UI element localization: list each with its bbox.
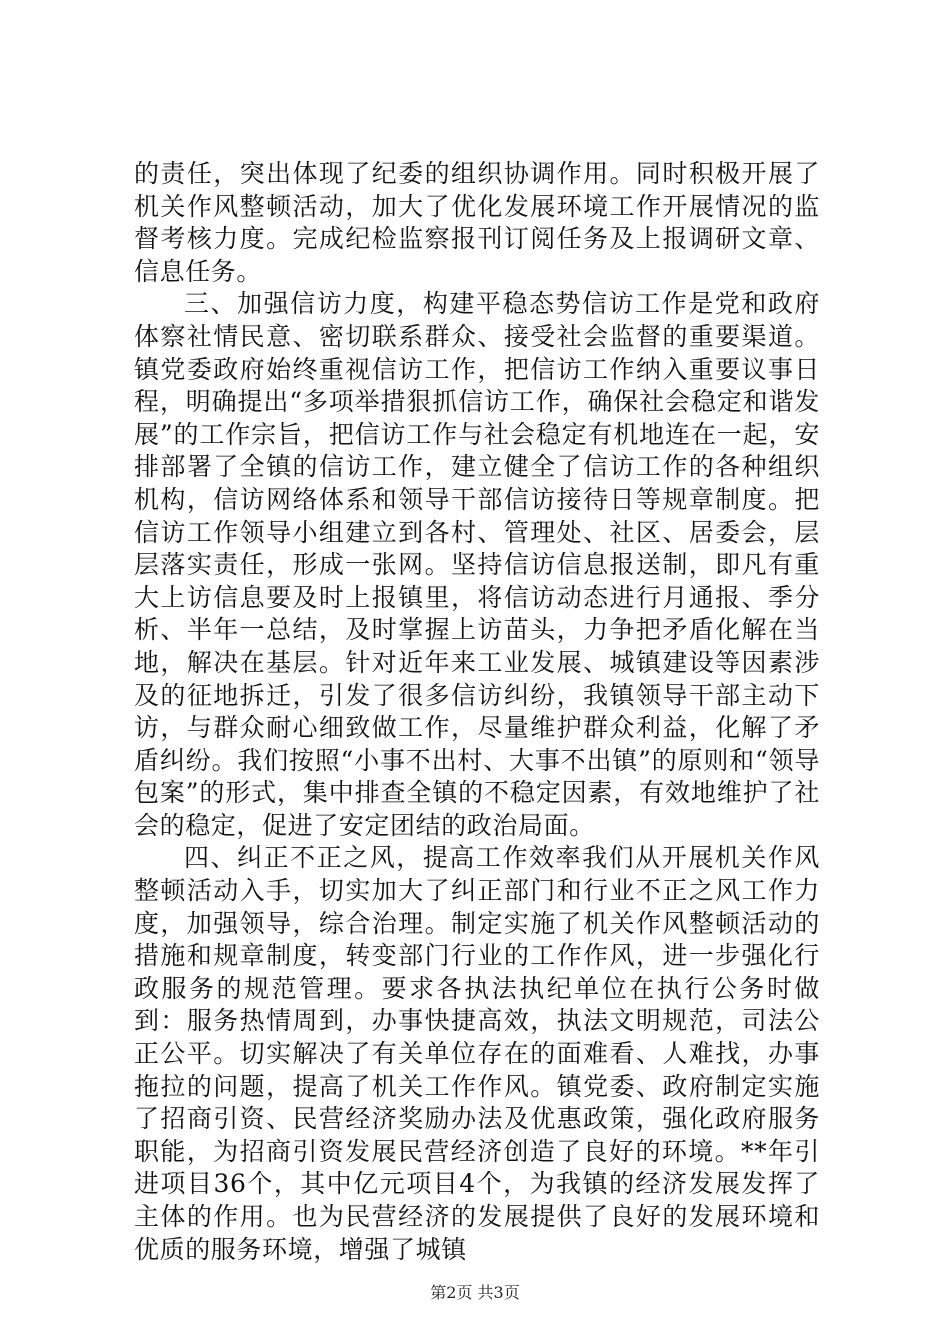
document-body — [134, 158, 820, 1266]
page-number-footer: 第2页 共3页 — [430, 1283, 520, 1302]
paragraph-responsibility-continuation: 的责任，突出体现了纪委的组织协调作用。同时积极开展了机关作风整顿活动，加大了优化发展环境工作开展情况的监督考核力度。完成纪检监察报刊订阅任务及上报调研文章、信息任务。 — [134, 159, 820, 286]
paragraph-correct-malpractice: 四、纠正不正之风，提高工作效率我们从开展机关作风整顿活动入手，切实加大了纠正部门和行业不正之风工作力度，加强领导，综合治理。制定实施了机关作风整顿活动的措施和规章制度，转变部门行业的工作作风，进一步强化行政服务的规范管理。要求各执法执纪单位在执行公务时做到：服务热情周到，办事快捷高效，执法文明规范，司法公正公平。切实解决了有关单位存在的面难看、人难找，办事拖拉的问题，提高了机关工作作风。镇党委、政府制定实施了招商引资、民营经济奖励办法及优惠政策，强化政府服务职能，为招商引资发展民营经济创造了良好的环境。**年引进项目36个，其中亿元项目4个，为我镇的经济发展发挥了主体的作用。也为民营经济的发展提供了良好的发展环境和优质的服务环境，增强了城镇 — [134, 843, 820, 1264]
paragraph-petition-work: 三、加强信访力度，构建平稳态势信访工作是党和政府体察社情民意、密切联系群众、接受社会监督的重要渠道。镇党委政府始终重视信访工作，把信访工作纳入重要议事日程，明确提出“多项举措狠抓信访工作，确保社会稳定和谐发展”的工作宗旨，把信访工作与社会稳定有机地连在一起，安排部署了全镇的信访工作，建立健全了信访工作的各种组织机构，信访网络体系和领导干部信访接待日等规章制度。把信访工作领导小组建立到各村、管理处、社区、居委会，层层落实责任，形成一张网。坚持信访信息报送制，即凡有重大上访信息要及时上报镇里，将信访动态进行月通报、季分析、半年一总结，及时掌握上访苗头，力争把矛盾化解在当地，解决在基层。针对近年来工业发展、城镇建设等因素涉及的征地拆迁，引发了很多信访纠纷，我镇领导干部主动下访，与群众耐心细致做工作，尽量维护群众利益，化解了矛盾纠纷。我们按照“小事不出村、大事不出镇”的原则和“领导包案”的形式，集中排查全镇的不稳定因素，有效地维护了社会的稳定，促进了安定团结的政治局面。 — [134, 289, 820, 840]
